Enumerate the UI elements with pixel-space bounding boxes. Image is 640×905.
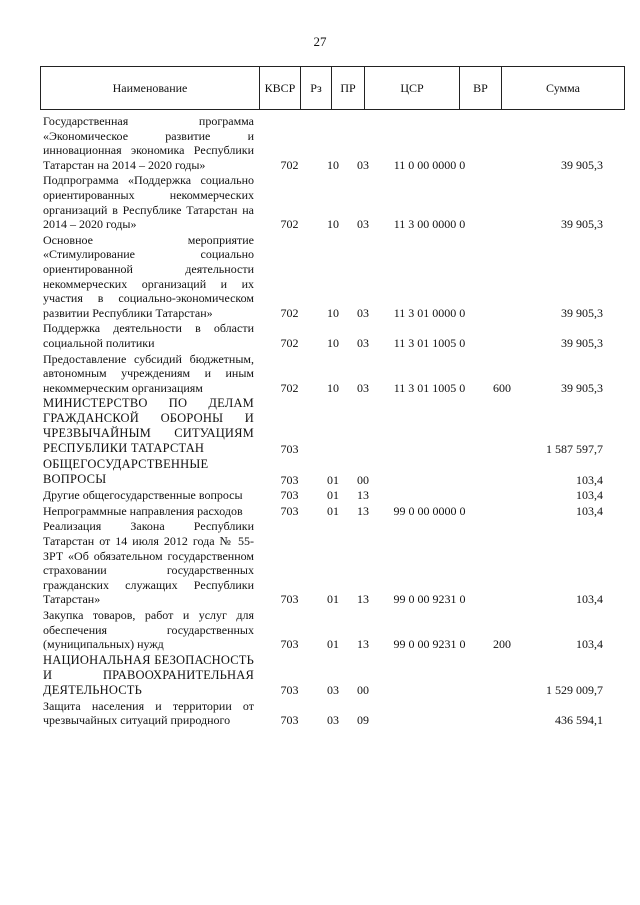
table-row: [43, 504, 603, 519]
row-sum: 103,4: [576, 503, 603, 518]
row-csr: 99 0 00 9231 0: [393, 592, 466, 607]
row-sum: 39 905,3: [561, 335, 603, 350]
table-body: [43, 114, 603, 729]
row-csr: 11 3 01 1005 0: [393, 335, 466, 350]
row-sum: 39 905,3: [561, 157, 603, 172]
table-row: [43, 699, 603, 728]
row-kvsr: 702: [280, 380, 299, 395]
column-header-sum: Сумма: [546, 80, 580, 95]
row-rz: 01: [327, 472, 339, 487]
row-name: Непрограммные направления расходов: [43, 503, 243, 518]
row-sum: 39 905,3: [561, 217, 603, 232]
row-kvsr: 703: [280, 488, 299, 503]
row-name: НАЦИОНАЛЬНАЯ БЕЗОПАСНОСТЬ И ПРАВООХРАНИТЕЛЬНАЯ ДЕЯТЕЛЬНОСТЬ: [43, 652, 254, 697]
row-pr: 03: [357, 217, 369, 232]
row-rz: 01: [327, 488, 339, 503]
row-name: Реализация Закона Республики Татарстан от 14 июля 2012 года № 55-ЗРТ «Об обязательном государственном страховании государственных гражданских служащих Республики Татарстан»: [43, 519, 254, 607]
row-sum: 1 587 597,7: [546, 441, 603, 456]
row-csr: 11 3 01 1005 0: [393, 380, 466, 395]
row-sum: 103,4: [576, 592, 603, 607]
row-sum: 103,4: [576, 472, 603, 487]
table-row: [43, 352, 603, 396]
row-kvsr: 702: [280, 335, 299, 350]
column-header-kvsr: КВСР: [260, 67, 301, 109]
row-rz: 10: [327, 157, 339, 172]
row-kvsr: 703: [280, 713, 299, 728]
row-kvsr: 703: [280, 592, 299, 607]
column-header-name: Наименование: [41, 67, 260, 109]
row-pr: 13: [357, 488, 369, 503]
row-pr: 13: [357, 637, 369, 652]
row-kvsr: 702: [280, 305, 299, 320]
row-pr: 03: [357, 305, 369, 320]
row-name: Защита населения и территории от чрезвычайных ситуаций природного: [43, 698, 254, 728]
row-rz: 01: [327, 592, 339, 607]
row-csr: 11 3 00 0000 0: [393, 217, 466, 232]
page-number: 27: [313, 34, 327, 49]
table-row: [43, 396, 603, 456]
row-sum: 103,4: [576, 637, 603, 652]
row-name: Основное мероприятие «Стимулирование социально ориентированной деятельности некоммерческих организаций и их участия в социально-экономическом развитии Республики Татарстан»: [43, 232, 254, 320]
row-vr: 200: [493, 637, 511, 652]
table-row: [43, 457, 603, 487]
row-kvsr: 703: [280, 472, 299, 487]
row-sum: 39 905,3: [561, 305, 603, 320]
row-pr: 00: [357, 472, 369, 487]
table-row: [43, 114, 603, 172]
row-kvsr: 702: [280, 217, 299, 232]
row-pr: 09: [357, 713, 369, 728]
row-kvsr: 702: [280, 157, 299, 172]
row-kvsr: 703: [280, 637, 299, 652]
row-pr: 13: [357, 503, 369, 518]
row-sum: 39 905,3: [561, 380, 603, 395]
row-rz: 10: [327, 305, 339, 320]
row-rz: 10: [327, 380, 339, 395]
table-row: [43, 488, 603, 503]
row-kvsr: 703: [280, 441, 299, 456]
table-row: [43, 233, 603, 321]
column-header-vr: ВР: [460, 67, 502, 109]
row-sum: 103,4: [576, 488, 603, 503]
row-rz: 10: [327, 217, 339, 232]
table-row: [43, 653, 603, 698]
row-name: Государственная программа «Экономическое развитие и инновационная экономика Республики Татарстан на 2014 – 2020 годы»: [43, 114, 254, 172]
row-pr: 03: [357, 157, 369, 172]
column-header-rz: Рз: [301, 67, 332, 109]
row-kvsr: 703: [280, 683, 299, 698]
row-name: Предоставление субсидий бюджетным, автономным учреждениям и иным некоммерческим организациям: [43, 351, 254, 395]
row-rz: 03: [327, 713, 339, 728]
row-csr: 99 0 00 9231 0: [393, 637, 466, 652]
row-pr: 03: [357, 380, 369, 395]
row-rz: 10: [327, 335, 339, 350]
row-vr: 600: [493, 380, 511, 395]
row-csr: 11 3 01 0000 0: [393, 305, 466, 320]
row-csr: 99 0 00 0000 0: [393, 503, 466, 518]
row-name: Подпрограмма «Поддержка социально ориентированных некоммерческих организаций в Республике Татарстан на 2014 – 2020 годы»: [43, 173, 254, 232]
table-row: [43, 608, 603, 652]
row-name: Поддержка деятельности в области социальной политики: [43, 321, 254, 350]
table-row: [43, 173, 603, 231]
column-header-pr: ПР: [332, 67, 365, 109]
row-name: ОБЩЕГОСУДАРСТВЕННЫЕ ВОПРОСЫ: [43, 457, 209, 487]
row-name: Закупка товаров, работ и услуг для обеспечения государственных (муниципальных) нужд: [43, 608, 254, 652]
table-header: [40, 66, 625, 110]
row-name: Другие общегосударственные вопросы: [43, 488, 243, 503]
row-rz: 01: [327, 503, 339, 518]
row-sum: 436 594,1: [555, 713, 603, 728]
row-kvsr: 703: [280, 503, 299, 518]
table-row: [43, 321, 603, 350]
row-name: МИНИСТЕРСТВО ПО ДЕЛАМ ГРАЖДАНСКОЙ ОБОРОНЫ И ЧРЕЗВЫЧАЙНЫМ СИТУАЦИЯМ РЕСПУБЛИКИ ТАТАРСТАН: [43, 396, 254, 456]
column-header-csr: ЦСР: [365, 67, 460, 109]
row-sum: 1 529 009,7: [546, 683, 603, 698]
table-row: [43, 519, 603, 607]
row-rz: 03: [327, 683, 339, 698]
row-pr: 03: [357, 335, 369, 350]
row-csr: 11 0 00 0000 0: [393, 157, 466, 172]
row-pr: 13: [357, 592, 369, 607]
row-rz: 01: [327, 637, 339, 652]
row-pr: 00: [357, 683, 369, 698]
